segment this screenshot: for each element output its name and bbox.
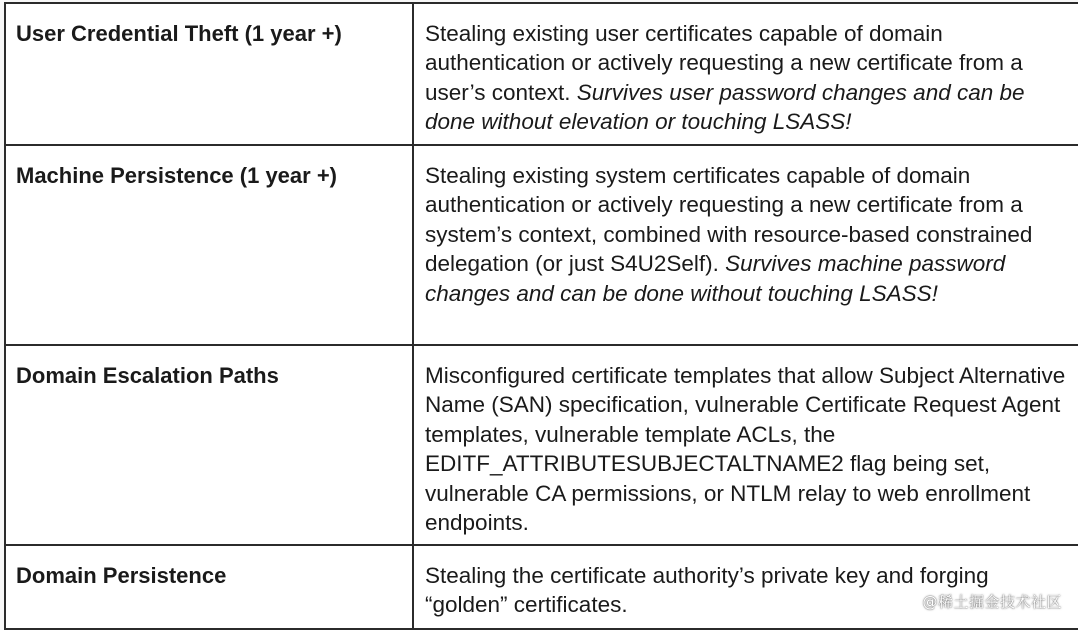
description-text: Stealing the certificate authority’s private key and forging “golden” certificates. xyxy=(425,563,989,618)
row-description-cell xyxy=(413,3,1078,145)
row-description xyxy=(414,546,1078,626)
row-description-cell xyxy=(413,345,1078,545)
row-name: Machine Persistence (1 year +) xyxy=(16,163,337,188)
row-description xyxy=(414,146,1078,314)
description-emphasis: Survives machine password changes and can be done without touching LSASS! xyxy=(425,251,1006,306)
row-description xyxy=(414,346,1078,543)
table-row xyxy=(5,3,1078,145)
row-description xyxy=(414,4,1078,143)
row-name: User Credential Theft (1 year +) xyxy=(16,21,342,46)
row-name-cell xyxy=(5,3,413,145)
row-name-cell xyxy=(5,545,413,629)
row-description-cell xyxy=(413,545,1078,629)
description-text: Misconfigured certificate templates that allow Subject Alternative Name (SAN) specification, vulnerable Certificate Request Agent templates, vulnerable template ACLs, the EDITF_ATTRIBUTESUBJECTALTNAME2 flag being set, vulnerable CA permissions, or NTLM relay to web enrollment endpoints. xyxy=(425,363,1066,536)
certificate-attack-table xyxy=(4,2,1078,630)
description-emphasis: Survives user password changes and can be done without elevation or touching LSASS! xyxy=(425,79,1025,135)
table-row xyxy=(5,545,1078,629)
row-name-cell xyxy=(5,145,413,345)
row-name: Domain Persistence xyxy=(16,563,227,588)
table-row xyxy=(5,345,1078,545)
description-text: Stealing existing system certificates capable of domain authentication or actively requesting a new certificate from a system’s context, combined with resource-based constrained delegation (or just S4U2Self). xyxy=(425,163,1033,277)
table-row xyxy=(5,145,1078,345)
row-name: Domain Escalation Paths xyxy=(16,363,279,388)
row-name-cell xyxy=(5,345,413,545)
row-description-cell xyxy=(413,145,1078,345)
watermark-text: @稀土掘金技术社区 xyxy=(922,593,1062,611)
description-text: Stealing existing user certificates capable of domain authentication or actively requesting a new certificate from a user’s context. xyxy=(425,21,1023,105)
